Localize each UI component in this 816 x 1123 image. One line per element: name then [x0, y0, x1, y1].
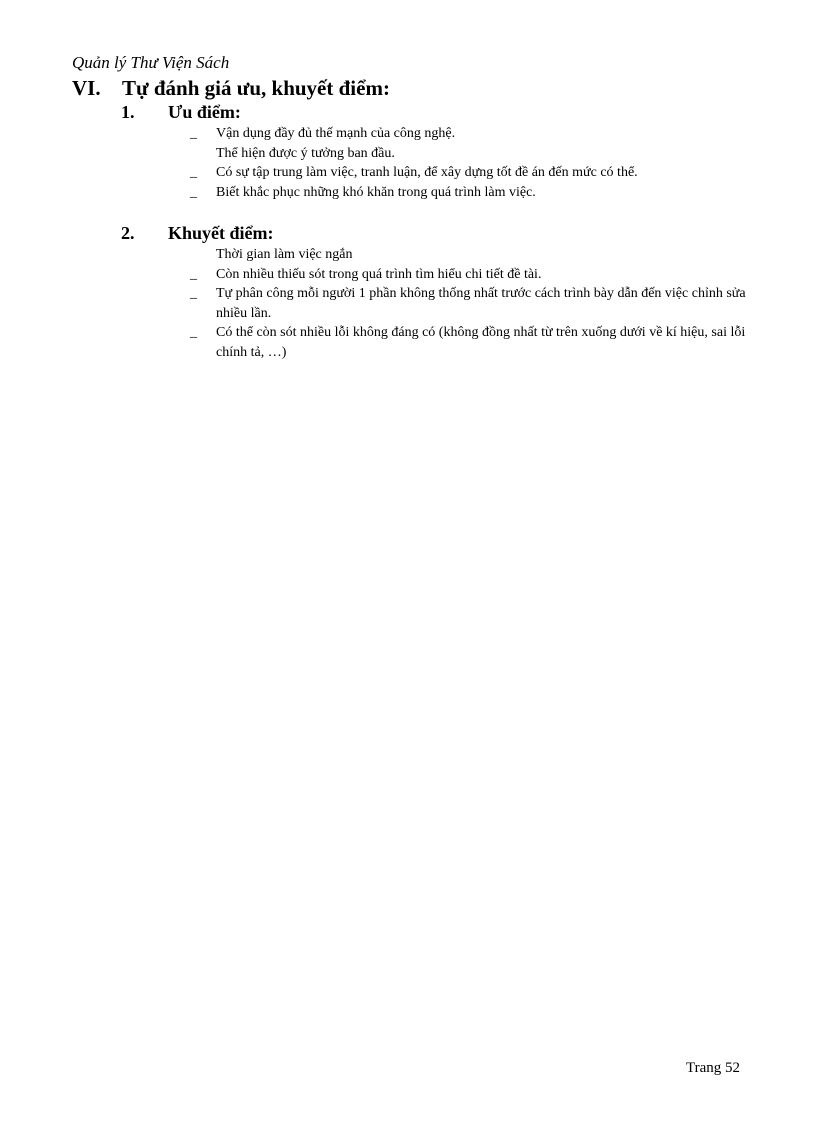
- list-item-text: Thời gian làm việc ngắn: [216, 247, 353, 262]
- list-item-text: Có thể còn sót nhiều lỗi không đáng có (không đồng nhất từ trên xuống dưới về kí hiệu, sai lỗi chính tả, …): [216, 325, 746, 360]
- list-item: [190, 124, 750, 144]
- document-header: Quản lý Thư Viện Sách: [72, 53, 230, 72]
- advantages-number: 1.: [121, 102, 135, 122]
- bullet-marker: _: [190, 184, 197, 200]
- disadvantages-list: [190, 245, 750, 362]
- disadvantages-heading: [121, 223, 274, 244]
- bullet-marker: _: [190, 286, 197, 301]
- bullet-marker: _: [190, 325, 197, 340]
- list-item-text: Biết khắc phục những khó khăn trong quá trình làm việc.: [216, 184, 536, 200]
- list-item: [190, 265, 750, 285]
- list-item-text: Có sự tập trung làm việc, tranh luận, để xây dựng tốt đề án đến mức có thể.: [216, 165, 638, 180]
- section-title-text: Tự đánh giá ưu, khuyết điểm:: [122, 76, 390, 100]
- section-number: VI.: [72, 76, 101, 100]
- bullet-marker: _: [190, 266, 197, 282]
- page-number: Trang 52: [686, 1060, 741, 1076]
- list-item-text: Còn nhiều thiếu sót trong quá trình tìm hiểu chi tiết đề tài.: [216, 266, 542, 282]
- disadvantages-title: Khuyết điểm:: [168, 223, 274, 243]
- disadvantages-number: 2.: [121, 223, 135, 243]
- list-item: [190, 245, 750, 265]
- list-item: [190, 323, 750, 362]
- list-item: [190, 284, 750, 323]
- list-item-text: Tự phân công mỗi người 1 phần không thống nhất trước cách trình bày dẫn đến việc chỉnh sửa nhiều lần.: [216, 286, 746, 321]
- advantages-heading: [121, 102, 241, 123]
- list-item: [190, 183, 750, 203]
- list-item: [190, 144, 750, 164]
- section-heading: [72, 76, 390, 101]
- advantages-title: Ưu điểm:: [168, 102, 241, 122]
- list-item-text: Thể hiện được ý tưởng ban đầu.: [216, 145, 395, 161]
- list-item-text: Vận dụng đầy đủ thế mạnh của công nghệ.: [216, 126, 456, 141]
- list-item: [190, 163, 750, 183]
- bullet-marker: _: [190, 165, 197, 180]
- advantages-list: [190, 124, 750, 202]
- bullet-marker: _: [190, 126, 197, 141]
